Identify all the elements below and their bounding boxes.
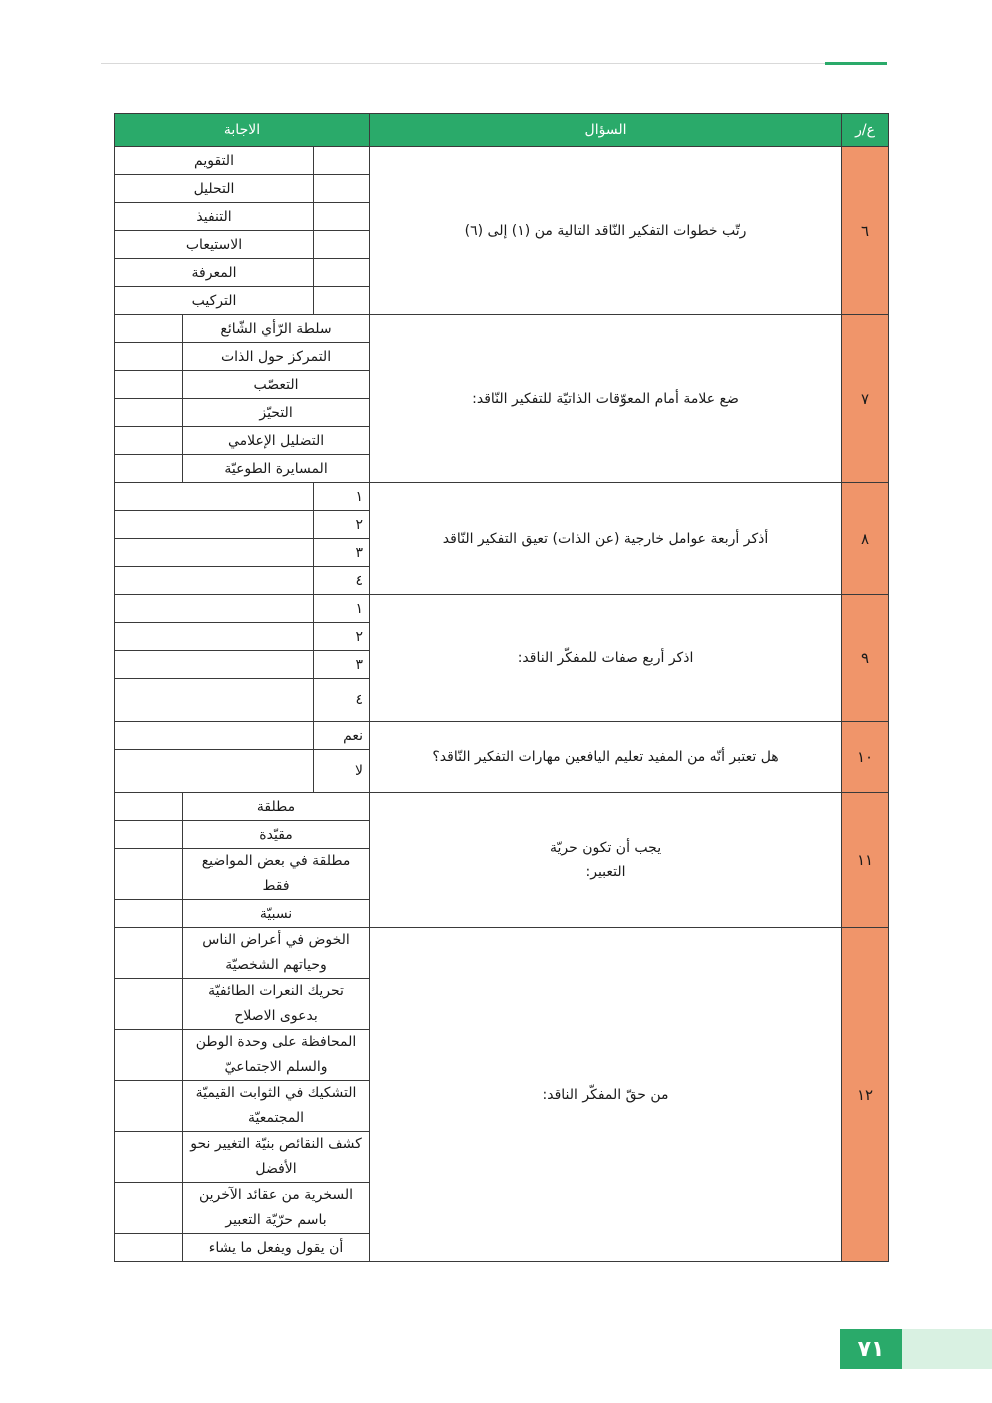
q9-line-number: ٤ xyxy=(314,679,370,722)
q6-option: التقويم xyxy=(115,147,314,175)
q12-check-box[interactable] xyxy=(115,1132,183,1183)
q12-check-box[interactable] xyxy=(115,1030,183,1081)
q10-number: ١٠ xyxy=(842,722,889,793)
q12-option: المحافظة على وحدة الوطن والسلم الاجتماعيّ xyxy=(183,1030,370,1081)
q9-answer-line[interactable] xyxy=(115,679,314,722)
q11-question-line: يجب أن تكون حريّة xyxy=(549,840,662,856)
header-answer: الاجابة xyxy=(115,114,370,147)
q11-question-line: التعبير: xyxy=(585,864,626,880)
q11-row xyxy=(115,793,889,821)
q10-option: نعم xyxy=(314,722,370,750)
q8-number: ٨ xyxy=(842,483,889,595)
q12-option: التشكيك في الثوابت القيميّة المجتمعيّة xyxy=(183,1081,370,1132)
q11-check-box[interactable] xyxy=(115,849,183,900)
q11-check-box[interactable] xyxy=(115,821,183,849)
q10-option: لا xyxy=(314,750,370,793)
q12-option: تحريك النعرات الطائفيّة بدعوى الاصلاح xyxy=(183,979,370,1030)
top-rule xyxy=(101,63,887,64)
q8-question: أذكر أربعة عوامل خارجية (عن الذات) تعيق التفكير النّاقد xyxy=(370,483,842,595)
q9-answer-line[interactable] xyxy=(115,595,314,623)
q9-line-number: ١ xyxy=(314,595,370,623)
q12-option: كشف النقائص بنيّة التغيير نحو الأفضل xyxy=(183,1132,370,1183)
q11-number: ١١ xyxy=(842,793,889,928)
header-number: ع/ر xyxy=(842,114,889,147)
q6-rank-box[interactable] xyxy=(314,203,370,231)
q7-check-box[interactable] xyxy=(115,371,183,399)
page-tab xyxy=(902,1329,992,1369)
q12-option: أن يقول ويفعل ما يشاء xyxy=(183,1234,370,1262)
q8-line-number: ٢ xyxy=(314,511,370,539)
q9-line-number: ٢ xyxy=(314,623,370,651)
q6-rank-box[interactable] xyxy=(314,259,370,287)
q10-check-box[interactable] xyxy=(115,722,314,750)
q8-answer-line[interactable] xyxy=(115,483,314,511)
header-row xyxy=(115,114,889,147)
q10-check-box[interactable] xyxy=(115,750,314,793)
q11-option: مطلقة في بعض المواضيع فقط xyxy=(183,849,370,900)
q7-number: ٧ xyxy=(842,315,889,483)
q9-answer-line[interactable] xyxy=(115,623,314,651)
q6-rank-box[interactable] xyxy=(314,175,370,203)
q6-question: رتّب خطوات التفكير النّاقد التالية من (١) إلى (٦) xyxy=(370,147,842,315)
q12-question: من حقّ المفكّر الناقد: xyxy=(370,928,842,1262)
q7-option: المسايرة الطوعيّة xyxy=(183,455,370,483)
q9-line-number: ٣ xyxy=(314,651,370,679)
q6-option: التحليل xyxy=(115,175,314,203)
q8-answer-line[interactable] xyxy=(115,567,314,595)
q8-answer-line[interactable] xyxy=(115,539,314,567)
q11-check-box[interactable] xyxy=(115,900,183,928)
q11-option: مقيّدة xyxy=(183,821,370,849)
q6-row xyxy=(115,147,889,175)
q6-rank-box[interactable] xyxy=(314,231,370,259)
q7-check-box[interactable] xyxy=(115,455,183,483)
q12-option: الخوض في أعراض الناس وحياتهم الشخصيّة xyxy=(183,928,370,979)
q12-number: ١٢ xyxy=(842,928,889,1262)
q7-row xyxy=(115,315,889,343)
worksheet-table xyxy=(114,113,889,1262)
q12-check-box[interactable] xyxy=(115,979,183,1030)
q6-option: المعرفة xyxy=(115,259,314,287)
q7-check-box[interactable] xyxy=(115,427,183,455)
q6-option: التنفيذ xyxy=(115,203,314,231)
top-accent-bar xyxy=(825,62,887,65)
q9-answer-line[interactable] xyxy=(115,651,314,679)
q7-option: التعصّب xyxy=(183,371,370,399)
q7-question: ضع علامة أمام المعوّقات الذاتيّة للتفكير النّاقد: xyxy=(370,315,842,483)
q11-option: مطلقة xyxy=(183,793,370,821)
q7-option: التمركز حول الذات xyxy=(183,343,370,371)
q8-row xyxy=(115,483,889,511)
q7-option: التضليل الإعلامي xyxy=(183,427,370,455)
q8-line-number: ٤ xyxy=(314,567,370,595)
q8-line-number: ٣ xyxy=(314,539,370,567)
q10-question: هل تعتبر أنّه من المفيد تعليم اليافعين مهارات التفكير النّاقد؟ xyxy=(370,722,842,793)
q7-check-box[interactable] xyxy=(115,315,183,343)
q6-option: التركيب xyxy=(115,287,314,315)
q10-row xyxy=(115,722,889,750)
q12-check-box[interactable] xyxy=(115,1081,183,1132)
q9-question: اذكر أربع صفات للمفكّر الناقد: xyxy=(370,595,842,722)
q9-number: ٩ xyxy=(842,595,889,722)
q12-check-box[interactable] xyxy=(115,1234,183,1262)
q11-question xyxy=(370,793,842,928)
q12-option: السخرية من عقائد الآخرين باسم حرّيّة التعبير xyxy=(183,1183,370,1234)
q8-answer-line[interactable] xyxy=(115,511,314,539)
q12-row xyxy=(115,928,889,979)
q7-check-box[interactable] xyxy=(115,343,183,371)
q7-option: سلطة الرّأي الشّائع xyxy=(183,315,370,343)
q6-number: ٦ xyxy=(842,147,889,315)
q7-option: التحيّز xyxy=(183,399,370,427)
q8-line-number: ١ xyxy=(314,483,370,511)
q6-rank-box[interactable] xyxy=(314,147,370,175)
q11-check-box[interactable] xyxy=(115,793,183,821)
q12-check-box[interactable] xyxy=(115,928,183,979)
header-question: السؤال xyxy=(370,114,842,147)
q9-row xyxy=(115,595,889,623)
q7-check-box[interactable] xyxy=(115,399,183,427)
q6-option: الاستيعاب xyxy=(115,231,314,259)
q11-option: نسبيّة xyxy=(183,900,370,928)
page-number: ٧١ xyxy=(840,1329,902,1369)
q12-check-box[interactable] xyxy=(115,1183,183,1234)
q6-rank-box[interactable] xyxy=(314,287,370,315)
